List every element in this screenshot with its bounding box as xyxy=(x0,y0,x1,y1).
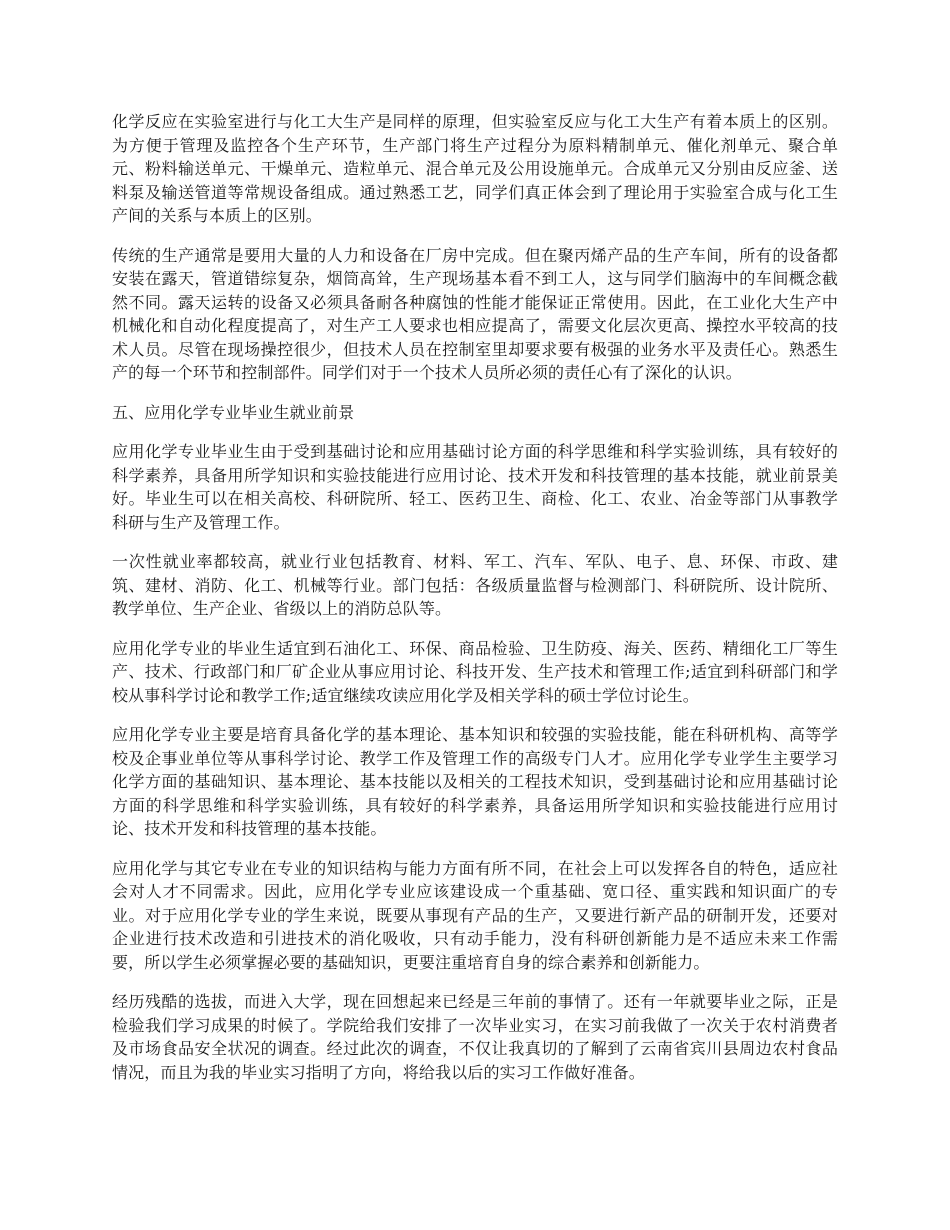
paragraph-internship-intro: 经历残酷的选拔，而进入大学，现在回想起来已经是三年前的事情了。还有一年就要毕业之际，正是检验我们学习成果的时候了。学院给我们安排了一次毕业实习，在实习前我做了一次关于农村消费者及市场食品安全状况的调查。经过此次的调查，不仅让我真切的了解到了云南省宾川县周边农村食品情况，而且为我的毕业实习指明了方向，将给我以后的实习工作做好准备。 xyxy=(112,992,838,1082)
paragraph-major-characteristics: 应用化学与其它专业在专业的知识结构与能力方面有所不同，在社会上可以发挥各自的特色，适应社会对人才不同需求。因此，应用化学专业应该建设成一个重基础、宽口径、重实践和知识面广的专业。对于应用化学专业的学生来说，既要从事现有产品的生产，又要进行新产品的研制开发，还要对企业进行技术改造和引进技术的消化吸收，只有动手能力，没有科研创新能力是不适应未来工作需要，所以学生必须掌握必要的基础知识，更要注重培育自身的综合素养和创新能力。 xyxy=(112,858,838,972)
paragraph-employment-rate: 一次性就业率都较高，就业行业包括教育、材料、军工、汽车、军队、电子、息、环保、市政、建筑、建材、消防、化工、机械等行业。部门包括：各级质量监督与检测部门、科研院所、设计院所、教学单位、生产企业、省级以上的消防总队等。 xyxy=(112,552,838,618)
paragraph-process-units: 化学反应在实验室进行与化工大生产是同样的原理，但实验室反应与化工大生产有着本质上的区别。为方便于管理及监控各个生产环节，生产部门将生产过程分为原料精制单元、催化剂单元、聚合单元、粉料输送单元、干燥单元、造粒单元、混合单元及公用设施单元。合成单元又分别由反应釜、送料泵及输送管道等常规设备组成。通过熟悉工艺，同学们真正体会到了理论用于实验室合成与化工生产间的关系与本质上的区别。 xyxy=(112,112,838,225)
paragraph-suitable-positions: 应用化学专业的毕业生适宜到石油化工、环保、商品检验、卫生防疫、海关、医药、精细化工厂等生产、技术、行政部门和厂矿企业从事应用讨论、科技开发、生产技术和管理工作;适宜到科研部门和学校从事科学讨论和教学工作;适宜继续攻读应用化学及相关学科的硕士学位讨论生。 xyxy=(112,638,838,705)
paragraph-graduate-prospects: 应用化学专业毕业生由于受到基础讨论和应用基础讨论方面的科学思维和科学实验训练，具有较好的科学素养，具备用所学知识和实验技能进行应用讨论、技术开发和科技管理的基本技能，就业前景美好。毕业生可以在相关高校、科研院所、轻工、医药卫生、商检、化工、农业、冶金等部门从事教学科研与生产及管理工作。 xyxy=(112,442,838,532)
paragraph-production-workshop: 传统的生产通常是要用大量的人力和设备在厂房中完成。但在聚丙烯产品的生产车间，所有的设备都安装在露天，管道错综复杂，烟筒高耸，生产现场基本看不到工人，这与同学们脑海中的车间概念截然不同。露天运转的设备又必须具备耐各种腐蚀的性能才能保证正常使用。因此，在工业化大生产中机械化和自动化程度提高了，对生产工人要求也相应提高了，需要文化层次更高、操控水平较高的技术人员。尽管在现场操控很少，但技术人员在控制室里却要求要有极强的业务水平及责任心。熟悉生产的每一个环节和控制部件。同学们对于一个技术人员所必须的责任心有了深化的认识。 xyxy=(112,245,838,382)
section-heading-employment: 五、应用化学专业毕业生就业前景 xyxy=(112,402,355,422)
paragraph-training-goals: 应用化学专业主要是培育具备化学的基本理论、基本知识和较强的实验技能，能在科研机构、高等学校及企事业单位等从事科学讨论、教学工作及管理工作的高级专门人才。应用化学专业学生主要学习化学方面的基础知识、基本理论、基本技能以及相关的工程技术知识，受到基础讨论和应用基础讨论方面的科学思维和科学实验训练，具有较好的科学素养，具备运用所学知识和实验技能进行应用讨论、技术开发和科技管理的基本技能。 xyxy=(112,725,838,838)
